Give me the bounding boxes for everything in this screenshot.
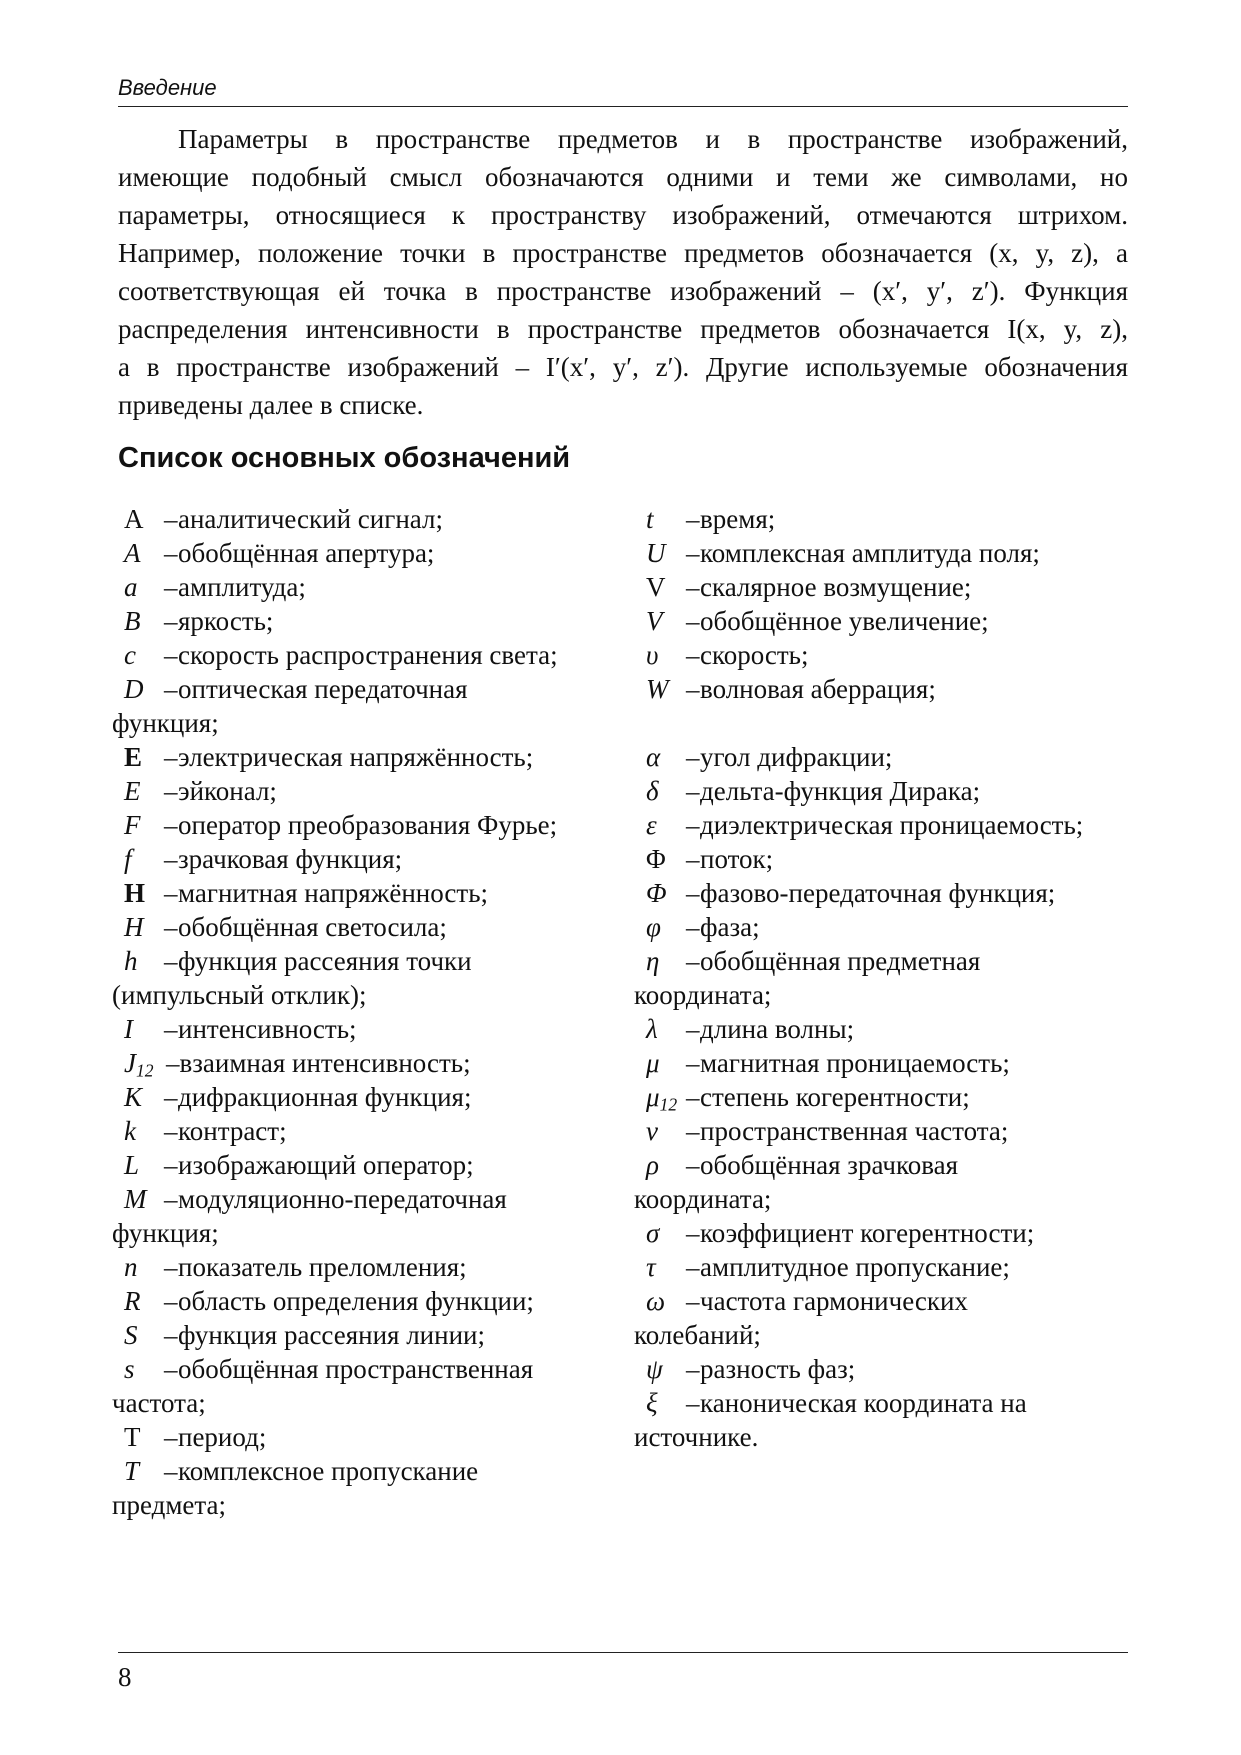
notation-dash: –: [686, 538, 700, 568]
notation-description: оптическая передаточная: [178, 674, 468, 704]
notation-description: интенсивность;: [178, 1014, 357, 1044]
notation-dash: –: [164, 1150, 178, 1180]
notation-symbol: A: [124, 538, 141, 568]
notation-item: [640, 672, 1140, 706]
notation-symbol: α: [646, 742, 661, 772]
notation-dash: –: [164, 1456, 178, 1486]
notation-dash: –: [686, 912, 700, 942]
notation-description: амплитудное пропускание;: [700, 1252, 1010, 1282]
list-gap: [640, 706, 1140, 740]
notation-item: [640, 570, 1140, 604]
notation-item: [634, 1386, 1140, 1454]
notation-dash: –: [164, 810, 178, 840]
notation-description: обобщённое увеличение;: [700, 606, 989, 636]
notation-description-continuation: (импульсный отклик);: [112, 980, 367, 1010]
notation-dash: –: [164, 1116, 178, 1146]
notation-list-right: [634, 502, 1140, 1454]
notation-dash: –: [164, 1082, 178, 1112]
notation-symbol: ρ: [646, 1150, 659, 1180]
notation-description: область определения функции;: [178, 1286, 534, 1316]
notation-symbol: E: [124, 742, 143, 772]
notation-description: дельта-функция Дирака;: [700, 776, 981, 806]
notation-symbol: η: [646, 946, 660, 976]
notation-description: обобщённая пространственная: [178, 1354, 534, 1384]
notation-dash: –: [686, 1150, 700, 1180]
intro-line: соответствующая ей точка в пространстве изображений – (x′, y′, z′). Функция: [118, 276, 1128, 306]
notation-item: [640, 740, 1140, 774]
notation-description-continuation: частота;: [112, 1388, 206, 1418]
notation-symbol: A: [124, 504, 144, 534]
notation-dash: –: [164, 504, 178, 534]
notation-item: [118, 808, 618, 842]
notation-item: [640, 1250, 1140, 1284]
notation-item: [118, 1284, 618, 1318]
intro-line: Параметры в пространстве предметов и в пространстве изображений,: [178, 124, 1128, 154]
intro-line: параметры, относящиеся к пространству изображений, отмечаются штрихом.: [118, 200, 1128, 230]
footer-rule: [118, 1652, 1128, 1653]
notation-dash: –: [164, 1184, 178, 1214]
notation-description: период;: [178, 1422, 267, 1452]
notation-item: [118, 536, 618, 570]
notation-description: дифракционная функция;: [178, 1082, 472, 1112]
notation-symbol: n: [124, 1252, 138, 1282]
notation-description-continuation: колебаний;: [634, 1320, 761, 1350]
notation-description: электрическая напряжённость;: [178, 742, 534, 772]
notation-description: обобщённая апертура;: [178, 538, 435, 568]
notation-dash: –: [164, 572, 178, 602]
notation-dash: –: [686, 1048, 700, 1078]
notation-dash: –: [686, 1218, 700, 1248]
notation-description: коэффициент когерентности;: [700, 1218, 1035, 1248]
notation-dash: –: [164, 1422, 178, 1452]
notation-item: [640, 842, 1140, 876]
notation-symbol: k: [124, 1116, 136, 1146]
notation-symbol: s: [124, 1354, 135, 1384]
notation-dash: –: [164, 912, 178, 942]
notation-symbol: H: [124, 912, 144, 942]
notation-symbol: υ: [646, 640, 659, 670]
notation-description: магнитная проницаемость;: [700, 1048, 1010, 1078]
notation-dash: –: [686, 810, 700, 840]
running-header: Введение: [118, 75, 217, 100]
notation-description: угол дифракции;: [700, 742, 893, 772]
notation-symbol: σ: [646, 1218, 660, 1248]
notation-description: зрачковая функция;: [178, 844, 403, 874]
notation-description: время;: [700, 504, 776, 534]
notation-symbol: ψ: [646, 1354, 663, 1384]
notation-item: [634, 1284, 1140, 1352]
notation-symbol: Φ: [646, 844, 666, 874]
notation-description: обобщённая предметная: [700, 946, 981, 976]
notation-item: [640, 502, 1140, 536]
notation-symbol: D: [124, 674, 144, 704]
notation-dash: –: [686, 1116, 700, 1146]
notation-description-continuation: предмета;: [112, 1490, 226, 1520]
notation-dash: –: [164, 1014, 178, 1044]
notation-item: [118, 1420, 618, 1454]
intro-line: распределения интенсивности в пространстве предметов обозначается I(x, y, z),: [118, 314, 1128, 344]
notation-dash: –: [686, 844, 700, 874]
header-rule: [118, 106, 1128, 107]
notation-symbol: a: [124, 572, 138, 602]
notation-description: показатель преломления;: [178, 1252, 467, 1282]
notation-symbol: φ: [646, 912, 661, 942]
notation-symbol: V: [646, 572, 666, 602]
notation-description: обобщённая зрачковая: [700, 1150, 958, 1180]
notation-dash: –: [686, 572, 700, 602]
notation-symbol: T: [124, 1456, 140, 1486]
notation-description: контраст;: [178, 1116, 287, 1146]
notation-description: модуляционно-передаточная: [178, 1184, 507, 1214]
notation-symbol: L: [124, 1150, 140, 1180]
notation-symbol: τ: [646, 1252, 656, 1282]
intro-line: а в пространстве изображений – I′(x′, y′, z′). Другие используемые обозначения: [118, 352, 1128, 382]
notation-item: [112, 1454, 618, 1522]
notation-item: [112, 1352, 618, 1420]
notation-description: комплексная амплитуда поля;: [700, 538, 1040, 568]
notation-item: [634, 944, 1140, 1012]
notation-item: [640, 604, 1140, 638]
notation-description: эйконал;: [178, 776, 277, 806]
notation-description: диэлектрическая проницаемость;: [700, 810, 1084, 840]
notation-description: разность фаз;: [700, 1354, 856, 1384]
notation-item: [118, 774, 618, 808]
notation-dash: –: [686, 946, 700, 976]
notation-item: [118, 842, 618, 876]
notation-symbol: ω: [646, 1286, 666, 1316]
notation-dash: –: [686, 504, 700, 534]
notation-dash: –: [686, 606, 700, 636]
notation-symbol: H: [124, 878, 146, 908]
notation-description: скалярное возмущение;: [700, 572, 972, 602]
notation-item: [118, 1148, 618, 1182]
notation-item: [640, 1216, 1140, 1250]
notation-symbol: F: [124, 810, 141, 840]
notation-dash: –: [164, 844, 178, 874]
notation-dash: –: [686, 776, 700, 806]
notation-dash: –: [164, 606, 178, 636]
notation-item: [118, 740, 618, 774]
notation-description-continuation: функция;: [112, 1218, 219, 1248]
section-title: Список основных обозначений: [118, 442, 571, 474]
notation-symbol: Φ: [646, 878, 667, 908]
notation-dash: –: [164, 1320, 178, 1350]
notation-item: [118, 910, 618, 944]
notation-description: функция рассеяния линии;: [178, 1320, 485, 1350]
notation-dash: –: [164, 1286, 178, 1316]
notation-description: каноническая координата на: [700, 1388, 1027, 1418]
notation-dash: –: [164, 538, 178, 568]
notation-item: [640, 876, 1140, 910]
notation-dash: –: [686, 1388, 700, 1418]
notation-symbol: ξ: [646, 1388, 658, 1418]
notation-dash: –: [164, 1252, 178, 1282]
intro-line: приведены далее в списке.: [118, 390, 424, 420]
notation-list-left: [112, 502, 618, 1522]
notation-item: [640, 638, 1140, 672]
notation-item: [118, 638, 618, 672]
notation-item: [118, 604, 618, 638]
intro-paragraph: [118, 120, 1128, 424]
notation-symbol: ε: [646, 810, 657, 840]
notation-dash: –: [164, 776, 178, 806]
notation-description: скорость распространения света;: [178, 640, 558, 670]
notation-item: [640, 1352, 1140, 1386]
notation-symbol: K: [124, 1082, 143, 1112]
notation-dash: –: [164, 946, 178, 976]
notation-symbol: V: [646, 606, 663, 636]
notation-symbol: h: [124, 946, 138, 976]
page-number: 8: [118, 1662, 132, 1692]
notation-dash: –: [686, 1286, 700, 1316]
notation-description: поток;: [700, 844, 774, 874]
notation-symbol: R: [124, 1286, 141, 1316]
notation-item: [640, 1114, 1140, 1148]
notation-description: яркость;: [178, 606, 274, 636]
notation-symbol: B: [124, 606, 141, 636]
notation-item: [118, 1250, 618, 1284]
notation-symbol: U: [646, 538, 666, 568]
notation-item: [118, 570, 618, 604]
notation-description-continuation: координата;: [634, 1184, 772, 1214]
notation-item: [640, 536, 1140, 570]
notation-symbol: W: [646, 674, 669, 704]
notation-dash: –: [686, 1354, 700, 1384]
notation-symbol: f: [124, 844, 132, 874]
notation-symbol: ν: [646, 1116, 658, 1146]
notation-dash: –: [686, 742, 700, 772]
notation-dash: –: [164, 674, 178, 704]
intro-line: Например, положение точки в пространстве предметов обозначается (x, y, z), а: [118, 238, 1128, 268]
notation-symbol: c: [124, 640, 136, 670]
notation-dash: –: [164, 742, 178, 772]
notation-dash: –: [686, 878, 700, 908]
notation-description: обобщённая светосила;: [178, 912, 447, 942]
notation-dash: –: [164, 878, 178, 908]
notation-description: фазово-передаточная функция;: [700, 878, 1056, 908]
notation-symbol: T: [124, 1422, 141, 1452]
intro-line: имеющие подобный смысл обозначаются одними и теми же символами, но: [118, 162, 1128, 192]
notation-dash: –: [686, 640, 700, 670]
notation-item: [112, 944, 618, 1012]
notation-description-continuation: координата;: [634, 980, 772, 1010]
notation-description: комплексное пропускание: [178, 1456, 479, 1486]
notation-symbol: t: [646, 504, 654, 534]
notation-item: [640, 1012, 1140, 1046]
notation-symbol: E: [124, 776, 141, 806]
notation-description: фаза;: [700, 912, 760, 942]
notation-item: [118, 1318, 618, 1352]
notation-item: [112, 1182, 618, 1250]
notation-description: частота гармонических: [700, 1286, 968, 1316]
notation-item: [640, 774, 1140, 808]
notation-item: [118, 1046, 618, 1080]
notation-description: амплитуда;: [178, 572, 306, 602]
notation-symbol: λ: [646, 1014, 658, 1044]
notation-symbol: μ: [646, 1048, 660, 1078]
notation-dash: –: [686, 1014, 700, 1044]
notation-description: функция рассеяния точки: [178, 946, 472, 976]
notation-item: [640, 808, 1140, 842]
notation-item: [640, 1046, 1140, 1080]
notation-symbol: S: [124, 1320, 138, 1350]
notation-description-continuation: источнике.: [634, 1422, 759, 1452]
notation-subscript: 12: [135, 1060, 154, 1081]
notation-symbol: $J_{12}$: [124, 1048, 154, 1081]
notation-description: магнитная напряжённость;: [178, 878, 489, 908]
notation-description-continuation: функция;: [112, 708, 219, 738]
notation-item: [118, 1012, 618, 1046]
notation-description: степень когерентности;: [700, 1082, 970, 1112]
notation-item: [118, 876, 618, 910]
notation-description: скорость;: [700, 640, 809, 670]
notation-description: –взаимная интенсивность;: [166, 1048, 471, 1078]
notation-dash: –: [686, 1082, 700, 1112]
notation-symbol: I: [124, 1014, 133, 1044]
notation-item: [118, 1080, 618, 1114]
notation-item: [112, 672, 618, 740]
notation-item: [118, 502, 618, 536]
notation-item: [640, 1080, 1140, 1114]
notation-subscript: 12: [659, 1094, 678, 1115]
notation-description: волновая аберрация;: [700, 674, 936, 704]
notation-dash: –: [686, 1252, 700, 1282]
notation-item: [640, 910, 1140, 944]
notation-description: оператор преобразования Фурье;: [178, 810, 558, 840]
notation-dash: –: [164, 640, 178, 670]
notation-symbol: $\mu_{12}$: [646, 1082, 678, 1115]
notation-item: [634, 1148, 1140, 1216]
notation-item: [118, 1114, 618, 1148]
notation-symbol: M: [124, 1184, 147, 1214]
notation-symbol: δ: [646, 776, 659, 806]
notation-description: пространственная частота;: [700, 1116, 1009, 1146]
notation-description: длина волны;: [700, 1014, 855, 1044]
notation-description: изображающий оператор;: [178, 1150, 474, 1180]
notation-description: аналитический сигнал;: [178, 504, 443, 534]
notation-dash: –: [164, 1354, 178, 1384]
notation-dash: –: [686, 674, 700, 704]
